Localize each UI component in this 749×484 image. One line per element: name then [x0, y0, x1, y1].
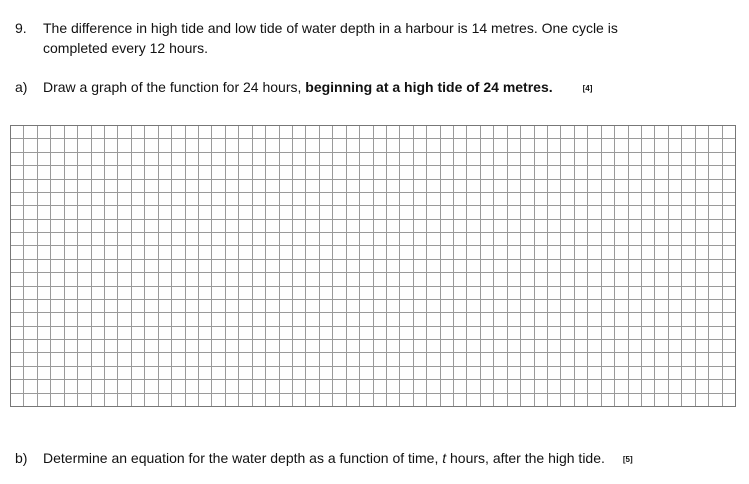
question-text-line1: The difference in high tide and low tide of water depth in a harbour is 14 metres. One cycle is [43, 20, 618, 36]
graph-grid-svg [10, 125, 736, 407]
part-a-instruction [43, 78, 592, 98]
part-a-marks: [4] [582, 83, 593, 93]
part-b-text: Determine an equation for the water depth as a function of time, [43, 450, 443, 466]
part-b-instruction [43, 449, 633, 469]
part-b-text-end: hours, after the high tide. [446, 450, 605, 466]
part-b-label: b) [15, 450, 28, 466]
part-b-variable: t [442, 450, 447, 466]
part-a-bold-text: beginning at a high tide of 24 metres. [305, 79, 553, 95]
part-a-text: Draw a graph of the function for 24 hours, [43, 79, 306, 95]
part-b-marks: [5] [622, 454, 633, 464]
graph-grid[interactable] [10, 125, 736, 407]
part-a-label: a) [15, 79, 28, 95]
question-number: 9. [15, 20, 27, 36]
question-text-line2: completed every 12 hours. [43, 40, 208, 56]
